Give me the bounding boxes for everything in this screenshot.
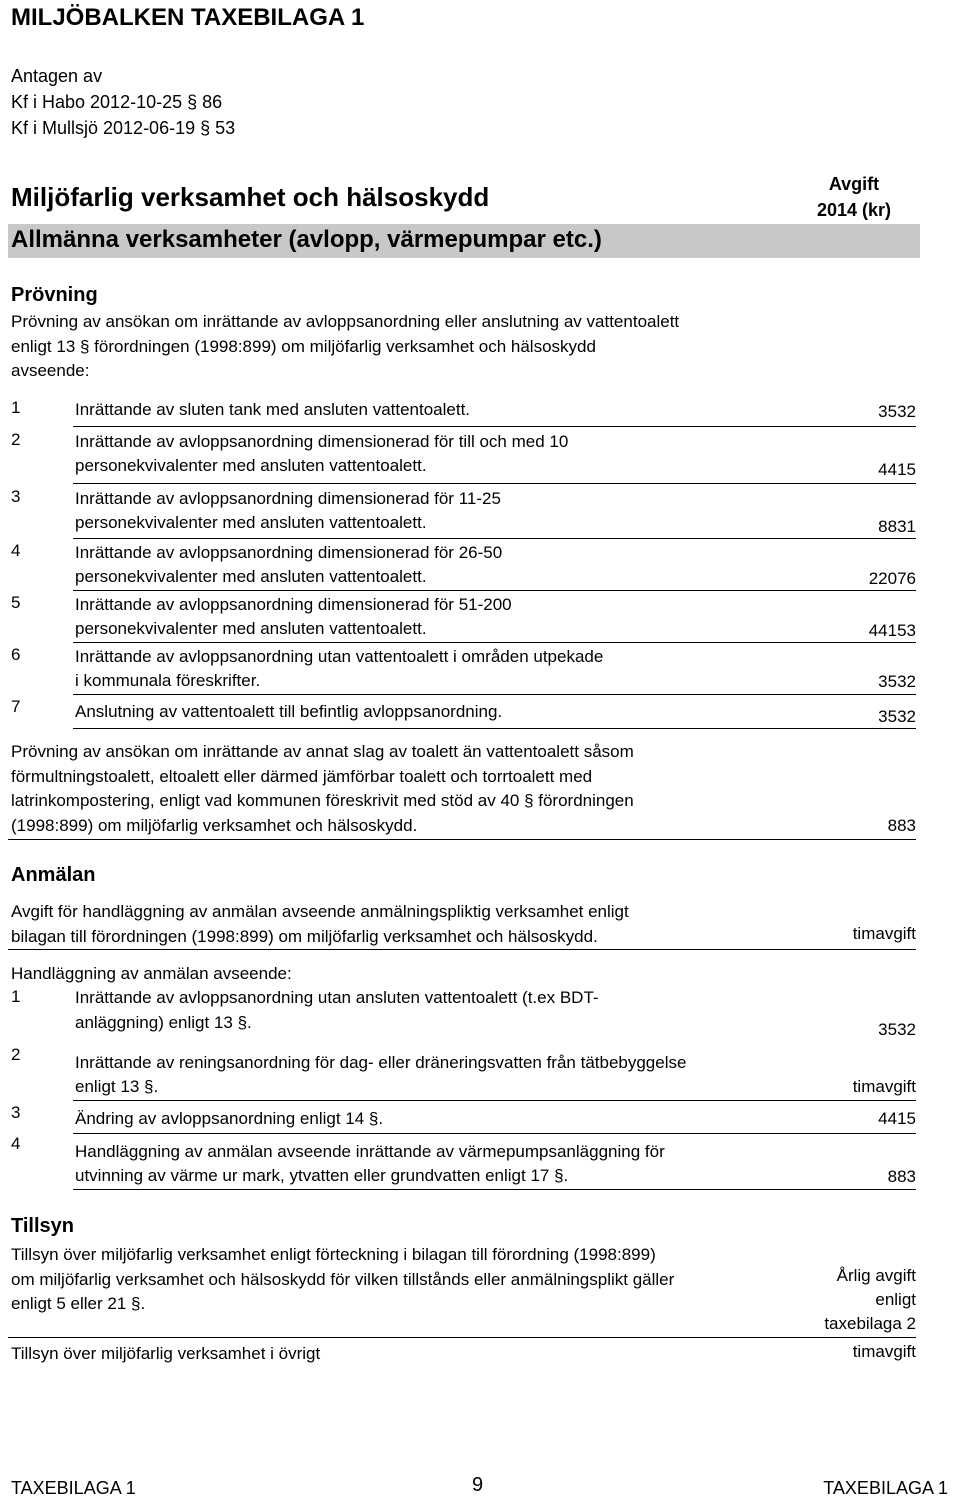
item-text: i kommunala föreskrifter. — [75, 671, 261, 690]
item-text: Inrättande av avloppsanordning dimensionerad för till och med 10 — [75, 432, 569, 451]
tillsyn-title: Tillsyn — [11, 1215, 74, 1237]
item-fee: 4415 — [878, 1109, 916, 1128]
tillsyn-other-fee: timavgift — [852, 1342, 916, 1361]
row-divider — [73, 1100, 916, 1101]
item-text: personekvivalenter med ansluten vattentoalett. — [75, 513, 427, 532]
row-divider — [73, 426, 916, 427]
paragraph-line: (1998:899) om miljöfarlig verksamhet och hälsoskydd. — [11, 815, 418, 835]
item-number: 7 — [11, 697, 21, 716]
tillsyn-text — [11, 1243, 674, 1317]
item-text: Inrättande av avloppsanordning utan ansluten vattentoalett (t.ex BDT- — [75, 988, 599, 1007]
row-divider — [73, 1189, 916, 1190]
adopted-habo: Kf i Habo 2012-10-25 § 86 — [11, 92, 223, 112]
item-text: Handläggning av anmälan avseende inrättande av värmepumpsanläggning för — [75, 1142, 665, 1161]
paragraph-line: förmultningstoalett, eltoalett eller därmed jämförbar toalett och torrtoalett med — [11, 766, 593, 786]
row-divider — [8, 949, 916, 950]
document-title: MILJÖBALKEN TAXEBILAGA 1 — [11, 4, 365, 31]
row-divider — [73, 1133, 916, 1134]
sub-heading: Allmänna verksamheter (avlopp, värmepumpar etc.) — [11, 226, 602, 253]
item-text: Anslutning av vattentoalett till befintlig avloppsanordning. — [75, 702, 503, 721]
paragraph-line: Avgift för handläggning av anmälan avseende anmälningspliktig verksamhet enligt — [11, 902, 629, 921]
item-fee: 3532 — [878, 672, 916, 691]
tillsyn-fee — [780, 1264, 916, 1336]
item-text: Ändring av avloppsanordning enligt 14 §. — [75, 1109, 384, 1128]
item-number: 2 — [11, 1045, 21, 1064]
page-number: 9 — [472, 1474, 484, 1496]
tillsyn-other-text: Tillsyn över miljöfarlig verksamhet i övrigt — [11, 1344, 321, 1363]
item-text: Inrättande av avloppsanordning dimensionerad för 11-25 — [75, 489, 501, 508]
fee-line: taxebilaga 2 — [824, 1314, 916, 1333]
row-divider — [73, 728, 916, 729]
paragraph-line: bilagan till förordningen (1998:899) om miljöfarlig verksamhet och hälsoskydd. — [11, 926, 598, 946]
item-fee: 44153 — [868, 621, 916, 640]
paragraph-line: Prövning av ansökan om inrättande av annat slag av toalett än vattentoalett såsom — [11, 742, 634, 761]
item-fee: 8831 — [878, 517, 916, 536]
item-text: personekvivalenter med ansluten vattentoalett. — [75, 456, 427, 475]
item-number: 2 — [11, 430, 21, 449]
item-number: 1 — [11, 398, 21, 417]
item-text: personekvivalenter med ansluten vattentoalett. — [75, 567, 427, 586]
item-fee: 22076 — [868, 569, 916, 588]
row-divider — [73, 642, 916, 643]
item-text: enligt 13 §. — [75, 1077, 159, 1096]
main-heading: Miljöfarlig verksamhet och hälsoskydd — [11, 182, 490, 212]
row-divider — [73, 538, 916, 539]
item-number: 3 — [11, 487, 21, 506]
row-divider — [73, 694, 916, 695]
adopted-mullsjo: Kf i Mullsjö 2012-06-19 § 53 — [11, 118, 236, 138]
anmalan-fee-text — [11, 900, 629, 949]
item-number: 3 — [11, 1103, 21, 1122]
paragraph-line: om miljöfarlig verksamhet och hälsoskydd för vilken tillstånds eller anmälningsplikt gäller — [11, 1269, 675, 1289]
item-text: Inrättande av sluten tank med ansluten vattentoalett. — [75, 400, 471, 419]
handling-label: Handläggning av anmälan avseende: — [11, 964, 292, 983]
fee-line: enligt — [875, 1290, 916, 1309]
fee-header-label: Avgift — [828, 174, 880, 194]
adopted-label: Antagen av — [11, 66, 103, 86]
item-text: Inrättande av reningsanordning för dag- eller dräneringsvatten från tätbebyggelse — [75, 1053, 687, 1072]
provning-other-fee: 883 — [887, 816, 916, 835]
item-number: 6 — [11, 645, 21, 664]
item-text: Inrättande av avloppsanordning dimensionerad för 51-200 — [75, 595, 512, 614]
footer-right: TAXEBILAGA 1 — [823, 1478, 948, 1498]
item-number: 1 — [11, 987, 21, 1006]
item-text: Inrättande av avloppsanordning utan vattentoalett i områden utpekade — [75, 647, 604, 666]
fee-line: Årlig avgift — [836, 1266, 916, 1285]
provning-intro-line: Prövning av ansökan om inrättande av avloppsanordning eller anslutning av vattentoalett — [11, 312, 680, 331]
fee-header-year: 2014 (kr) — [816, 200, 892, 220]
item-fee: 3532 — [878, 1020, 916, 1039]
item-fee: 4415 — [878, 460, 916, 479]
provning-title: Prövning — [11, 284, 98, 306]
item-number: 4 — [11, 1134, 21, 1153]
item-text: utvinning av värme ur mark, ytvatten eller grundvatten enligt 17 §. — [75, 1166, 569, 1185]
provning-intro — [11, 310, 679, 384]
row-divider — [8, 839, 916, 840]
item-text: Inrättande av avloppsanordning dimensionerad för 26-50 — [75, 543, 503, 562]
item-fee: 3532 — [878, 707, 916, 726]
item-text: personekvivalenter med ansluten vattentoalett. — [75, 619, 427, 638]
row-divider — [8, 1337, 916, 1338]
row-divider — [73, 483, 916, 484]
anmalan-title: Anmälan — [11, 864, 96, 886]
item-fee: timavgift — [852, 1077, 916, 1096]
paragraph-line: enligt 5 eller 21 §. — [11, 1294, 146, 1313]
row-divider — [73, 590, 916, 591]
item-fee: 3532 — [878, 402, 916, 421]
provning-intro-line: enligt 13 § förordningen (1998:899) om miljöfarlig verksamhet och hälsoskydd — [11, 336, 596, 356]
item-text: anläggning) enligt 13 §. — [75, 1013, 252, 1032]
paragraph-line: Tillsyn över miljöfarlig verksamhet enligt förteckning i bilagan till förordning (1998:899) — [11, 1245, 656, 1264]
footer-left: TAXEBILAGA 1 — [11, 1478, 136, 1498]
anmalan-fee: timavgift — [852, 924, 916, 943]
item-fee: 883 — [887, 1167, 916, 1186]
provning-other-text — [11, 740, 634, 838]
item-number: 5 — [11, 593, 21, 612]
paragraph-line: latrinkompostering, enligt vad kommunen föreskrivit med stöd av 40 § förordningen — [11, 791, 634, 810]
item-number: 4 — [11, 541, 21, 560]
provning-intro-line: avseende: — [11, 361, 90, 380]
